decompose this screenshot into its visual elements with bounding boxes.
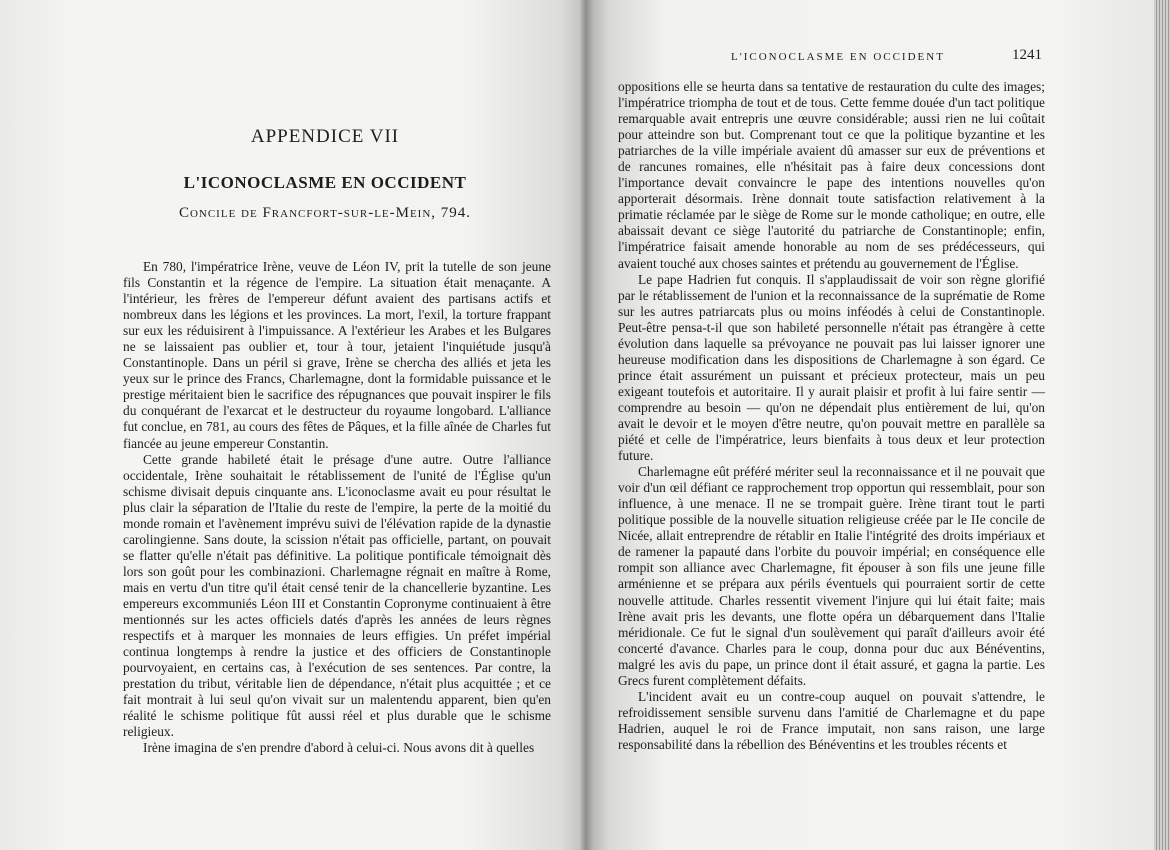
paragraph: Charlemagne eût préféré mériter seul la reconnaissance et il ne pouvait que voir d'un œil défiant ce rapprochement trop opportun qui ressemblait, pour son influence, à une menace. Il ne se trompait guère. Irène tirant tout le parti politique possible de la nouvelle situation religieuse créée par le IIe concile de Nicée, allait entreprendre de rétablir en Italie l'intégrité des droits impériaux et de ramener la papauté dans l'orbite du pouvoir impérial; en conséquence elle rompit son alliance avec Charlemagne, fit épouser à son fils une jeune fille arménienne et se prépara aux périls éventuels qui pourraient sortir de cette nouvelle attitude. Charles ressentit vivement l'injure qui lui était faite; mais Irène avait pris les devants, une flotte opéra un débarquement dans l'Italie méridionale. Ce fut le signal d'un soulèvement qui paraît d'ailleurs avoir été concerté d'avance. Charles para le coup, donna pour duc aux Bénéventins, malgré les avis du pape, un prince dont il était assuré, et gagna la partie. Les Grecs furent complètement défaits. bbox=[618, 464, 1045, 688]
paragraph: L'incident avait eu un contre-coup auquel on pouvait s'attendre, le refroidissement sensible survenu dans l'amitié de Charlemagne et du pape Hadrien, auquel le roi de France imputait, non sans raison, une large responsabilité dans la rébellion des Bénéventins et les troubles récents et bbox=[618, 688, 1045, 752]
chapter-subtitle: Concile de Francfort-sur-le-Mein, 794. bbox=[178, 205, 472, 221]
book-gutter bbox=[578, 0, 594, 850]
running-head: L'ICONOCLASME EN OCCIDENT bbox=[731, 51, 945, 63]
appendix-title: APPENDICE VII bbox=[250, 126, 400, 147]
paragraph: Le pape Hadrien fut conquis. Il s'applaudissait de voir son règne glorifié par le rétablissement de l'union et la reconnaissance de la suprématie de Rome sur les autres patriarcats plus ou moins inféodés à celui de Constantinople. Peut-être pensa-t-il que son habileté personnelle n'était pas étrangère à cette évolution dans laquelle sa prévoyance ne pouvait pas lui laisser ignorer une heureuse modification dans les dispositions de Charlemagne à son égard. Ce prince était assurément un puissant et précieux protecteur, mais un peu exigeant toutefois et autoritaire. Il y aurait plaisir et profit à lui faire sentir — comprendre au besoin — qu'on ne dépendait plus entièrement de lui, qu'on avait le devoir et le moyen d'être neutre, qu'on pouvait mettre en parallèle sa piété et celle de l'impératrice, leurs bienfaits à tous deux et leur protection future. bbox=[618, 271, 1045, 464]
paragraph: Cette grande habileté était le présage d'une autre. Outre l'alliance occidentale, Irène souhaitait le rétablissement de l'unité de l'Église qu'un schisme divisait depuis cinquante ans. L'iconoclasme avait eu pour résultat le plus clair la séparation de l'Italie du reste de l'empire, la perte de la moitié du monde romain et l'avènement imprévu suivi de l'élévation rapide de la dynastie carolingienne. Sans doute, la scission n'était pas officielle, partant, on pouvait se flatter qu'elle n'était pas définitive. La politique pontificale témoignait dès lors son goût pour les combinazioni. Charlemagne régnait en maître à Rome, mais en vertu d'un titre qu'il était censé tenir de la chancellerie byzantine. Les empereurs excommuniés Léon III et Constantin Copronyme continuaient à être mentionnés sur les actes officiels datés d'après les années de leurs règnes respectifs et à marquer les monnaies de leurs effigies. Un préfet impérial continua longtemps à rendre la justice et des officiers de Constantinople pourvoyaient, en certains cas, à l'exécution de ses sentences. Par contre, la prestation du tribut, véritable lien de dépendance, n'était plus acquittée ; et ce fait montrait à lui seul qu'on vivait sur un malentendu apparent, bien qu'en réalité le schisme politique fût aussi réel et plus durable que le schisme religieux. bbox=[123, 451, 551, 740]
paragraph: oppositions elle se heurta dans sa tentative de restauration du culte des images; l'impératrice triompha de tout et de tous. Cette femme douée d'un tact politique remarquable avait entrepris une œuvre considérable; aussi rien ne lui coûtait pour atteindre son but. Comprenant tout ce que la politique byzantine et les patriarches de la ville impériale avaient dû amasser sur eux de préventions et de rancunes romaines, elle n'hésitait pas à faire deux concessions dont l'importance devait convaincre le pape des intentions nouvelles qu'on apporterait désormais. Irène donnait toute satisfaction relativement à la primatie réclamée par le siège de Rome sur le monde catholique; en outre, elle abaissait devant ce siège l'autorité du patriarche de Constantinople; enfin, l'impératrice faisait amende honorable au nom de ses prédécesseurs, qui avaient touché aux choses saintes et prétendu au gouvernement de l'Église. bbox=[618, 79, 1045, 271]
right-body-text bbox=[618, 79, 1045, 753]
page-edges bbox=[1154, 0, 1170, 850]
page-number: 1241 bbox=[1012, 47, 1042, 63]
right-page bbox=[585, 0, 1170, 850]
chapter-title: L'ICONOCLASME EN OCCIDENT bbox=[183, 173, 467, 192]
paragraph: En 780, l'impératrice Irène, veuve de Léon IV, prit la tutelle de son jeune fils Constantin et la régence de l'empire. La situation était menaçante. A l'intérieur, les frères de l'empereur défunt avaient des partisans actifs et nombreux dans les légions et les provinces. La mort, l'exil, la torture frappant sur eux les réduisirent à l'impuissance. A l'extérieur les Arabes et les Bulgares ne se laissaient pas oublier et, tour à tour, jetaient l'inquiétude jusqu'à Constantinople. Dans un péril si grave, Irène se chercha des alliés et jeta les yeux sur le prince des Francs, Charlemagne, dont la formidable puissance et le prestige méritaient bien le sacrifice des répugnances que pouvait inspirer le fils du conquérant de l'exarcat et le destructeur du royaume longobard. L'alliance fut conclue, en 781, au cours des fêtes de Pâques, et la fille aînée de Charles fut fiancée au jeune empereur Constantin. bbox=[123, 259, 551, 451]
left-body-text bbox=[123, 259, 551, 756]
paragraph: Irène imagina de s'en prendre d'abord à celui-ci. Nous avons dit à quelles bbox=[143, 740, 535, 756]
